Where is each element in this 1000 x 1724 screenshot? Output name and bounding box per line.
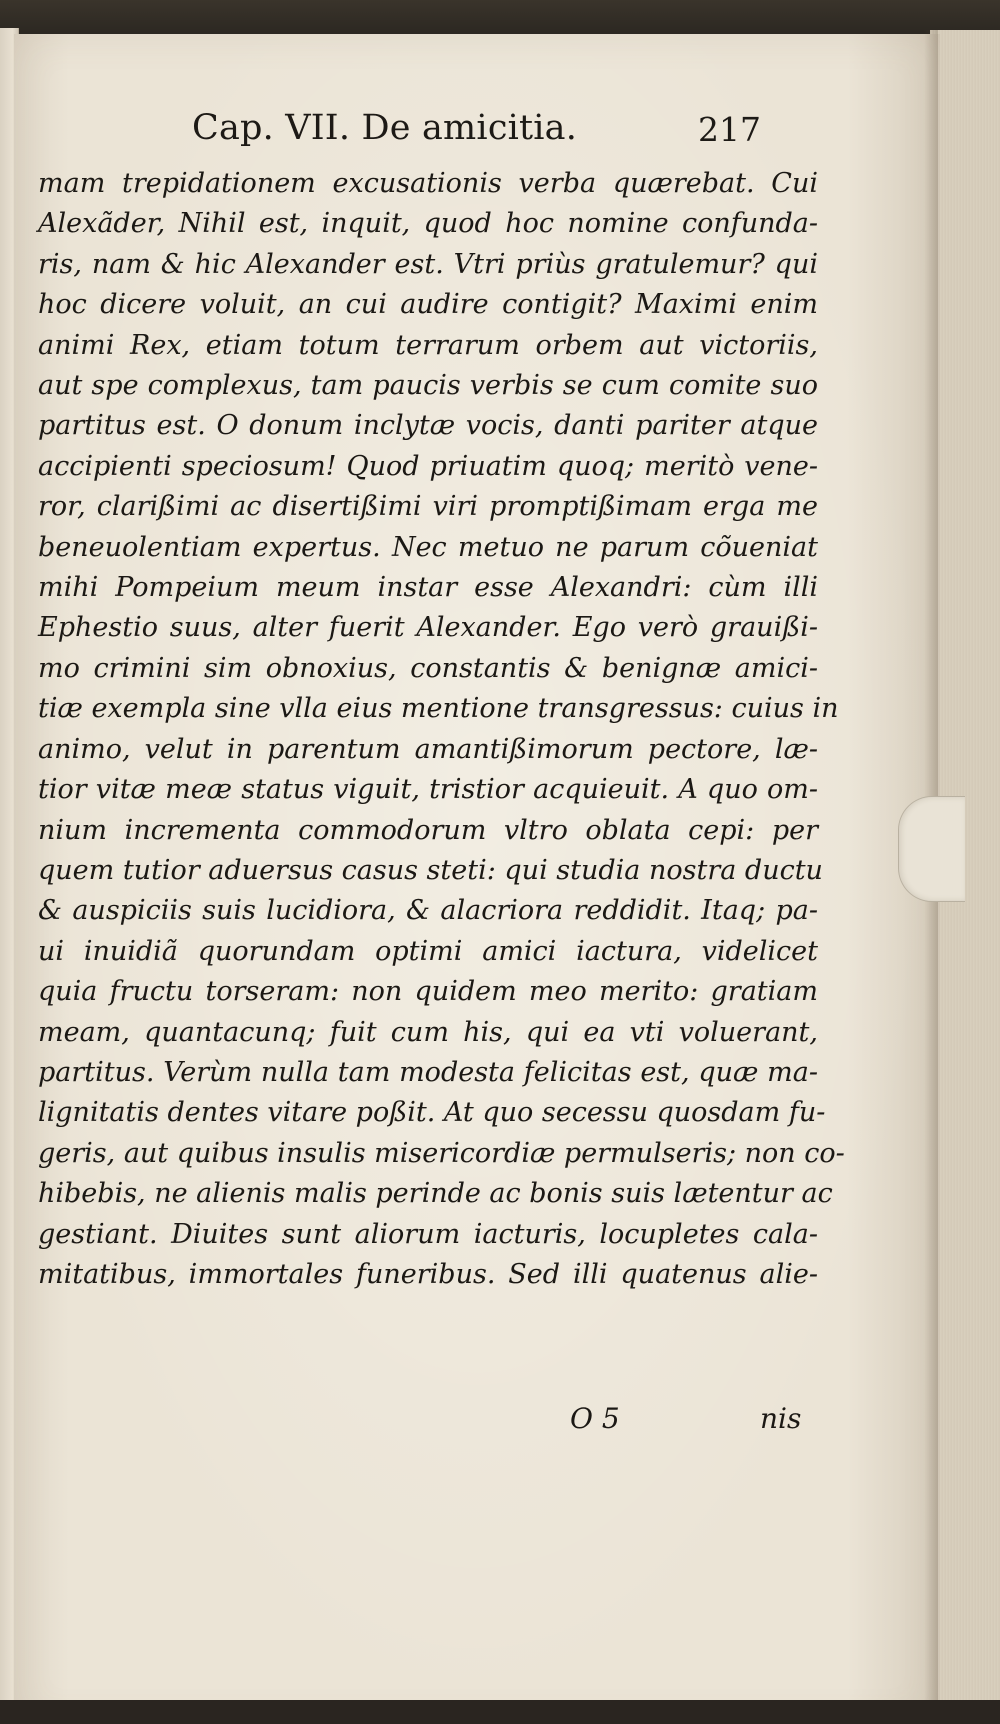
text-line: nium incrementa commodorum vltro oblata cepi: per	[38, 814, 818, 846]
text-line: mam trepidationem excusationis verba quærebat. Cui	[38, 168, 818, 199]
book-bottom-edge	[0, 1700, 1000, 1724]
text-line: beneuolentiam expertus. Nec metuo ne parum cõueniat	[38, 531, 818, 563]
text-line: tiæ exempla sine vlla eius mentione transgressus: cuius in	[38, 693, 839, 725]
text-line: lignitatis dentes vitare poßit. At quo secessu quosdam fu-	[38, 1097, 826, 1129]
text-line: Ephestio suus, alter fuerit Alexander. Ego verò grauißi-	[38, 612, 818, 644]
text-line: animi Rex, etiam totum terrarum orbem aut victoriis,	[38, 329, 818, 361]
book-top-edge	[0, 0, 1000, 36]
catchword: nis	[760, 1402, 802, 1435]
text-line: mihi Pompeium meum instar esse Alexandri: cùm illi	[38, 572, 818, 604]
text-line: animo, velut in parentum amantißimorum pectore, læ-	[38, 733, 818, 765]
text-line: Alexãder, Nihil est, inquit, quod hoc nomine confunda-	[38, 208, 818, 240]
page-footer	[0, 1402, 940, 1442]
page-header	[0, 108, 940, 158]
body-text	[38, 164, 845, 1295]
running-title: Cap. VII. De amicitia.	[192, 108, 578, 148]
text-line: quem tutior aduersus casus steti: qui studia nostra ductu	[38, 854, 823, 886]
text-line: mo crimini sim obnoxius, constantis & benignæ amici-	[38, 652, 818, 684]
text-line: geris, aut quibus insulis misericordiæ permulseris; non co-	[38, 1137, 845, 1169]
text-line: ror, clarißimi ac disertißimi viri promptißimam erga me	[38, 491, 818, 523]
text-line: tior vitæ meæ status viguit, tristior acquieuit. A quo om-	[38, 774, 818, 806]
text-line: & auspiciis suis lucidiora, & alacriora reddidit. Itaq; pa-	[38, 895, 818, 927]
text-line: quia fructu torseram: non quidem meo merito: gratiam	[38, 976, 818, 1008]
text-line: mitatibus, immortales funeribus. Sed illi quatenus alie-	[38, 1258, 818, 1290]
text-line: ui inuidiã quorundam optimi amici iactura, videlicet	[38, 935, 818, 967]
text-line: meam, quantacunq; fuit cum his, qui ea vti voluerant,	[38, 1016, 818, 1048]
text-line: ris, nam & hic Alexander est. Vtri priùs gratulemur? qui	[38, 248, 818, 280]
text-line: aut spe complexus, tam paucis verbis se cum comite suo	[38, 370, 818, 402]
text-line: hoc dicere voluit, an cui audire contigit? Maximi enim	[38, 289, 818, 321]
text-line: accipienti speciosum! Quod priuatim quoq; meritò vene-	[38, 450, 818, 482]
text-line: hibebis, ne alienis malis perinde ac bonis suis lætentur ac	[38, 1178, 833, 1210]
text-line: gestiant. Diuites sunt aliorum iacturis, locupletes cala-	[38, 1218, 818, 1250]
text-line: partitus est. O donum inclytæ vocis, danti pariter atque	[38, 410, 818, 442]
page-clip	[898, 796, 965, 902]
text-line: partitus. Verùm nulla tam modesta felicitas est, quæ ma-	[38, 1056, 818, 1088]
signature-mark: O 5	[570, 1402, 620, 1435]
page-number: 217	[698, 110, 761, 149]
